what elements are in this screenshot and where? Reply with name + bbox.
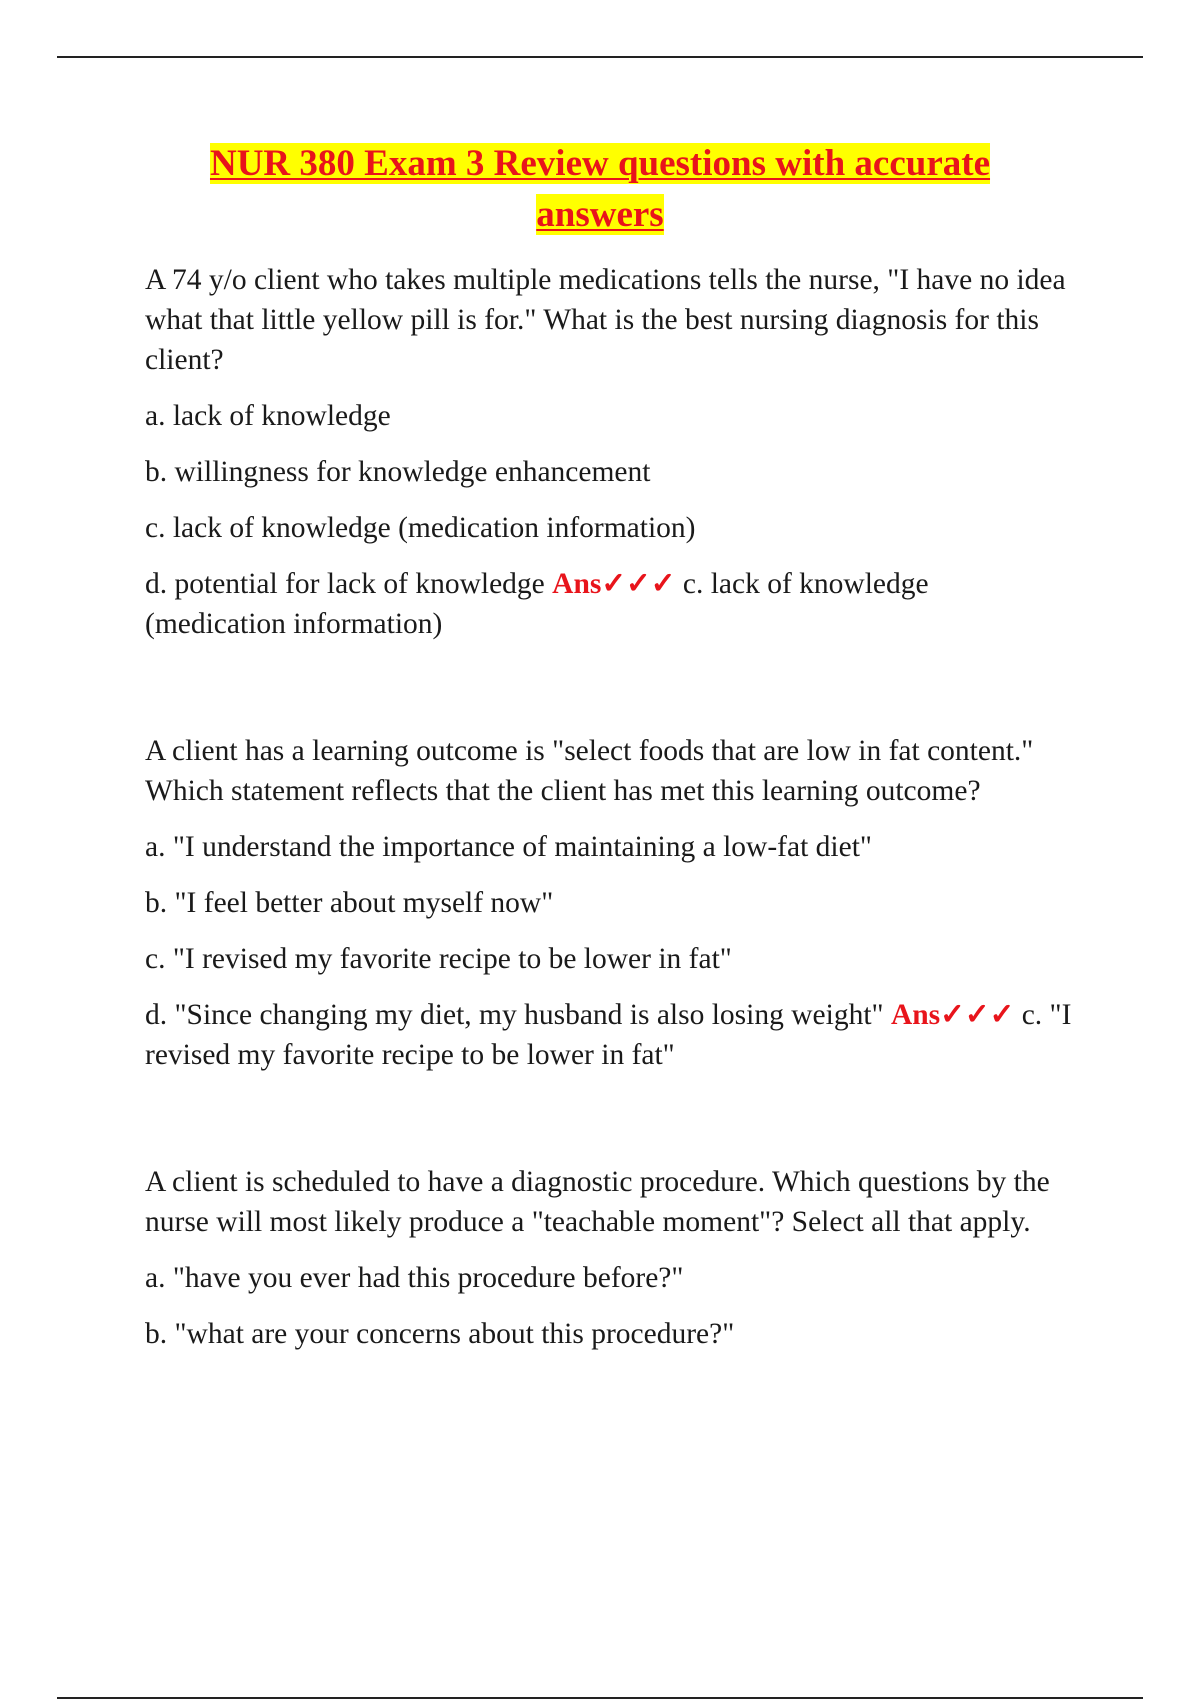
option-b: b. "I feel better about myself now" xyxy=(145,887,554,919)
question-stem: A client is scheduled to have a diagnostic procedure. Which questions by the nurse will most likely produce a "teachable moment"? Select all that apply. xyxy=(145,1166,1050,1238)
option-a: a. "I understand the importance of maintaining a low-fat diet" xyxy=(145,831,872,863)
top-rule xyxy=(57,56,1143,58)
option-b: b. "what are your concerns about this procedure?" xyxy=(145,1318,735,1350)
document-body xyxy=(145,260,1075,1370)
title-line-1: NUR 380 Exam 3 Review questions with accurate xyxy=(209,143,991,184)
answer-marker: Ans✓✓✓ xyxy=(890,999,1015,1031)
answer-text: c. "I revised my favorite recipe to be lower in fat" xyxy=(145,999,1072,1071)
option-d-with-answer xyxy=(145,564,1075,644)
option-d: d. "Since changing my diet, my husband is also losing weight" xyxy=(145,999,884,1031)
question-1 xyxy=(145,260,1075,644)
question-2 xyxy=(145,731,1075,1075)
title-line-2: answers xyxy=(536,194,664,235)
document-title xyxy=(120,138,1080,240)
question-stem: A 74 y/o client who takes multiple medications tells the nurse, "I have no idea what that little yellow pill is for." What is the best nursing diagnosis for this client? xyxy=(145,264,1066,376)
option-b: b. willingness for knowledge enhancement xyxy=(145,456,651,488)
option-d-with-answer xyxy=(145,995,1075,1075)
answer-marker: Ans✓✓✓ xyxy=(552,568,676,600)
option-c: c. lack of knowledge (medication information) xyxy=(145,512,696,544)
option-c: c. "I revised my favorite recipe to be lower in fat" xyxy=(145,943,732,975)
question-spacer xyxy=(145,660,1075,731)
question-3 xyxy=(145,1162,1075,1354)
question-stem: A client has a learning outcome is "select foods that are low in fat content." Which statement reflects that the client has met this learning outcome? xyxy=(145,735,1034,807)
answer-text: c. lack of knowledge (medication information) xyxy=(145,568,929,640)
option-d: d. potential for lack of knowledge xyxy=(145,568,545,600)
bottom-rule xyxy=(57,1697,1143,1699)
option-a: a. lack of knowledge xyxy=(145,400,391,432)
question-spacer xyxy=(145,1091,1075,1162)
option-a: a. "have you ever had this procedure before?" xyxy=(145,1262,684,1294)
